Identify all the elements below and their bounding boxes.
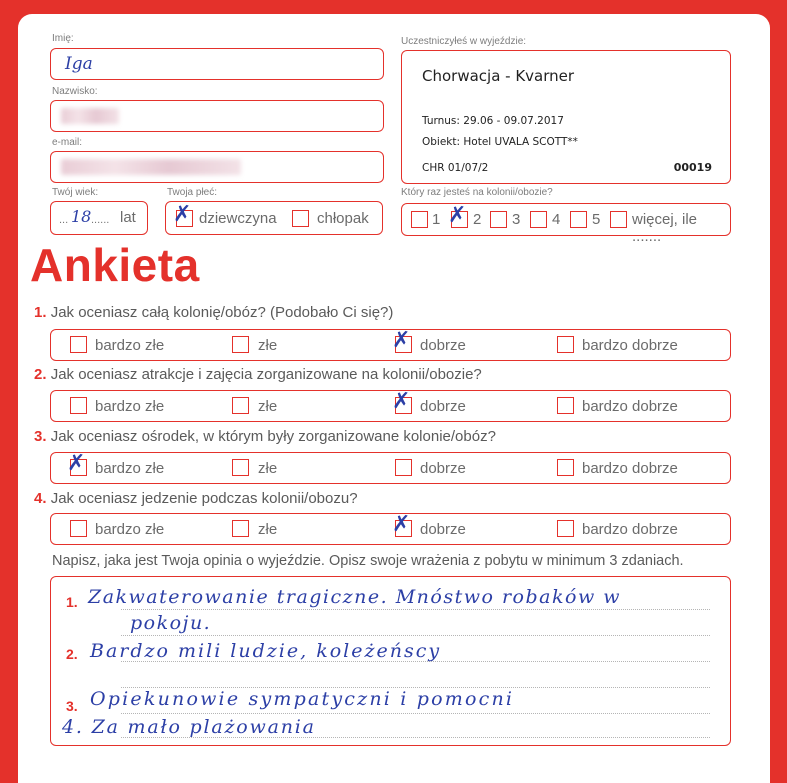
- gender-male-label: chłopak: [317, 210, 369, 227]
- question-3-options: [50, 452, 731, 484]
- trip-box: [401, 50, 731, 184]
- question-2-text: Jak oceniasz atrakcje i zajęcia zorganizowane na kolonii/obozie?: [50, 366, 482, 383]
- opinion-number-2: 2.: [66, 646, 78, 662]
- times-3-checkbox[interactable]: [490, 211, 507, 228]
- name-value: Iga: [65, 54, 93, 74]
- q3-bardzo-dobrze-checkbox[interactable]: [557, 459, 574, 476]
- q3-bardzo-zle-label: bardzo złe: [95, 460, 165, 477]
- q4-bardzo-dobrze-checkbox[interactable]: [557, 520, 574, 537]
- age-unit: lat: [120, 209, 136, 226]
- q2-zle-checkbox[interactable]: [232, 397, 249, 414]
- times-5-checkbox[interactable]: [570, 211, 587, 228]
- trip-turnus: Turnus: 29.06 - 09.07.2017: [422, 115, 564, 127]
- q1-dobrze-checkbox[interactable]: [392, 328, 412, 353]
- email-redaction: [61, 159, 241, 175]
- surname-field[interactable]: [50, 100, 384, 132]
- age-dots-left: ...: [59, 214, 69, 226]
- opinion-answer-2: Bardzo mili ludzie, koleżeńscy: [90, 640, 442, 662]
- check-mark-icon: ✗: [392, 389, 411, 414]
- q4-bardzo-zle-label: bardzo złe: [95, 521, 165, 538]
- opinion-number-3: 3.: [66, 698, 78, 714]
- question-1-options: [50, 329, 731, 361]
- check-mark-icon: ✗: [392, 328, 411, 353]
- surname-label: Nazwisko:: [52, 86, 98, 97]
- question-3: [34, 428, 496, 445]
- opinion-answer-1: Zakwaterowanie tragiczne. Mnóstwo robaków w: [88, 586, 622, 608]
- question-1-number: 1.: [34, 304, 47, 321]
- trip-hotel: Obiekt: Hotel UVALA SCOTT**: [422, 136, 578, 148]
- times-more-label: więcej, ile .......: [632, 211, 698, 245]
- q1-bardzo-zle-label: bardzo złe: [95, 337, 165, 354]
- check-mark-icon: ✗: [448, 203, 467, 228]
- question-1: [34, 304, 393, 321]
- opinion-line-1b: [121, 635, 710, 636]
- times-4-label: 4: [552, 211, 561, 228]
- q3-dobrze-label: dobrze: [420, 460, 466, 477]
- trip-label: Uczestniczyłeś w wyjeździe:: [401, 36, 527, 47]
- check-mark-icon: ✗: [173, 202, 192, 227]
- age-label: Twój wiek:: [52, 187, 99, 198]
- name-label: Imię:: [52, 33, 74, 44]
- q4-bardzo-zle-checkbox[interactable]: [70, 520, 87, 537]
- times-2-label: 2: [473, 211, 482, 228]
- q4-dobrze-checkbox[interactable]: [392, 512, 412, 537]
- name-field[interactable]: [50, 48, 384, 80]
- opinion-number-1: 1.: [66, 594, 78, 610]
- trip-code: CHR 01/07/2: [422, 162, 489, 174]
- question-4: [34, 490, 358, 507]
- question-2: [34, 366, 482, 383]
- q1-zle-label: złe: [258, 337, 278, 354]
- opinion-line-3: [121, 713, 710, 714]
- question-4-options: [50, 513, 731, 545]
- q4-zle-checkbox[interactable]: [232, 520, 249, 537]
- age-field[interactable]: [50, 201, 148, 235]
- times-3-label: 3: [512, 211, 521, 228]
- times-1-checkbox[interactable]: [411, 211, 428, 228]
- opinion-prompt: Napisz, jaka jest Twoja opinia o wyjeździe. Opisz swoje wrażenia z pobytu w minimum 3 zdaniach.: [52, 553, 684, 569]
- q2-bardzo-dobrze-checkbox[interactable]: [557, 397, 574, 414]
- email-label: e-mail:: [52, 137, 83, 148]
- question-3-text: Jak oceniasz ośrodek, w którym były zorganizowane kolonie/obóz?: [50, 428, 496, 445]
- check-mark-icon: ✗: [392, 512, 411, 537]
- question-4-text: Jak oceniasz jedzenie podczas kolonii/obozu?: [50, 490, 358, 507]
- trip-destination: Chorwacja - Kvarner: [422, 67, 575, 85]
- q1-zle-checkbox[interactable]: [232, 336, 249, 353]
- q2-bardzo-dobrze-label: bardzo dobrze: [582, 398, 678, 415]
- q3-dobrze-checkbox[interactable]: [395, 459, 412, 476]
- opinion-answer-4: 4. Za mało plażowania: [62, 716, 316, 738]
- q2-dobrze-checkbox[interactable]: [392, 389, 412, 414]
- question-4-number: 4.: [34, 490, 47, 507]
- times-2-checkbox[interactable]: [448, 203, 468, 228]
- gender-male-checkbox[interactable]: [292, 210, 309, 227]
- q4-bardzo-dobrze-label: bardzo dobrze: [582, 521, 678, 538]
- age-value: 18: [71, 207, 92, 226]
- q1-dobrze-label: dobrze: [420, 337, 466, 354]
- gender-female-checkbox[interactable]: [173, 202, 193, 227]
- times-1-label: 1: [432, 211, 441, 228]
- opinion-answer-3: Opiekunowie sympatyczni i pomocni: [90, 688, 515, 710]
- question-2-number: 2.: [34, 366, 47, 383]
- q3-zle-label: złe: [258, 460, 278, 477]
- q2-zle-label: złe: [258, 398, 278, 415]
- q4-dobrze-label: dobrze: [420, 521, 466, 538]
- opinion-line-1: [121, 609, 710, 610]
- q2-dobrze-label: dobrze: [420, 398, 466, 415]
- survey-title: Ankieta: [30, 239, 200, 291]
- check-mark-icon: ✗: [67, 451, 86, 476]
- gender-female-label: dziewczyna: [199, 210, 277, 227]
- q3-zle-checkbox[interactable]: [232, 459, 249, 476]
- q3-bardzo-zle-checkbox[interactable]: [67, 451, 87, 476]
- times-5-label: 5: [592, 211, 601, 228]
- q1-bardzo-zle-checkbox[interactable]: [70, 336, 87, 353]
- age-dots-right: ......: [91, 214, 110, 226]
- question-2-options: [50, 390, 731, 422]
- gender-field: [165, 201, 383, 235]
- gender-label: Twoja płeć:: [167, 187, 218, 198]
- q2-bardzo-zle-checkbox[interactable]: [70, 397, 87, 414]
- q3-bardzo-dobrze-label: bardzo dobrze: [582, 460, 678, 477]
- q1-bardzo-dobrze-label: bardzo dobrze: [582, 337, 678, 354]
- times-4-checkbox[interactable]: [530, 211, 547, 228]
- q1-bardzo-dobrze-checkbox[interactable]: [557, 336, 574, 353]
- question-3-number: 3.: [34, 428, 47, 445]
- q2-bardzo-zle-label: bardzo złe: [95, 398, 165, 415]
- q4-zle-label: złe: [258, 521, 278, 538]
- times-more-checkbox[interactable]: [610, 211, 627, 228]
- opinion-answer-1b: pokoju.: [130, 612, 212, 634]
- email-field[interactable]: [50, 151, 384, 183]
- surname-redaction: [61, 108, 119, 124]
- times-field: [401, 203, 731, 245]
- question-1-text: Jak oceniasz całą kolonię/obóz? (Podobało Ci się?): [50, 304, 394, 321]
- trip-number: 00019: [673, 161, 712, 174]
- times-label: Który raz jesteś na kolonii/obozie?: [401, 187, 553, 198]
